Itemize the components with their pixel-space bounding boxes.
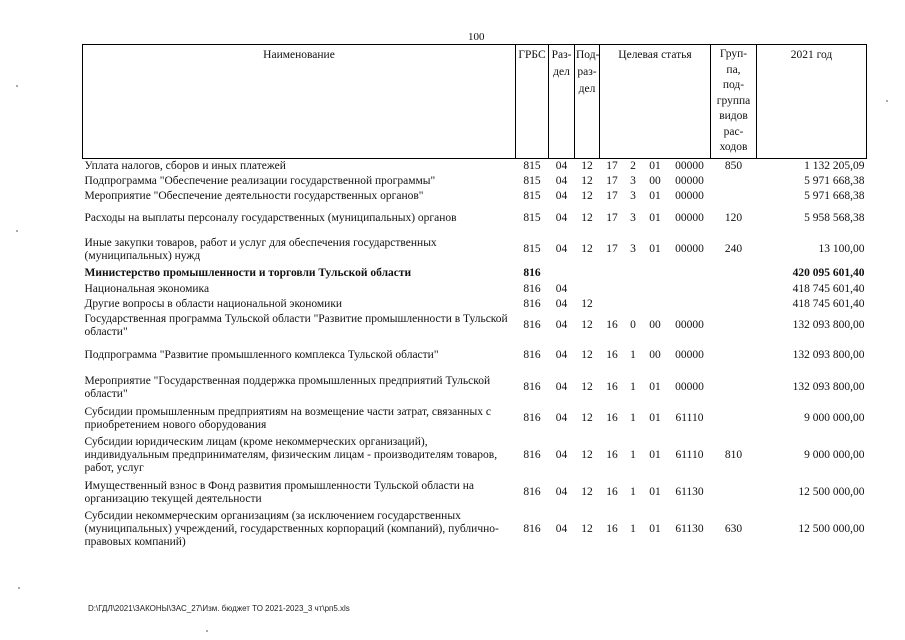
cell-target-program: 17: [606, 159, 618, 172]
cell-grbs: 815: [523, 174, 541, 187]
cell-amount: 132 093 800,00: [792, 319, 865, 331]
cell-target-event: 01: [649, 243, 661, 255]
cell-expense-group: [711, 478, 757, 508]
cell-target-direction: 61130: [675, 486, 704, 498]
cell-name: Субсидии промышленным предприятиям на возмещение части затрат, связанных с приобретением нового оборудования: [84, 405, 491, 431]
cell-target-program: 17: [606, 212, 618, 224]
cell-podrazdel: 12: [581, 523, 593, 535]
scan-mark: [206, 630, 208, 632]
cell-podrazdel: 12: [581, 189, 593, 202]
cell-target-event: 01: [649, 486, 661, 498]
cell-target-subprogram: [625, 266, 642, 282]
cell-name: Национальная экономика: [84, 282, 210, 295]
cell-target-event: [642, 297, 669, 312]
cell-target-program: 16: [606, 486, 618, 498]
cell-name: Мероприятие "Обеспечение деятельности государственных органов": [84, 189, 424, 202]
header-name: Наименование: [83, 45, 516, 159]
table-row: [83, 404, 867, 434]
cell-target-subprogram: 1: [630, 412, 636, 424]
cell-target-event: [642, 282, 669, 297]
cell-razdel: 04: [555, 381, 568, 393]
cell-expense-group: [711, 297, 757, 312]
cell-razdel: 04: [555, 297, 568, 310]
cell-razdel: [549, 266, 575, 282]
cell-name: Подпрограмма "Обеспечение реализации государственной программы": [84, 174, 436, 187]
cell-amount: 13 100,00: [818, 243, 865, 255]
cell-grbs: 815: [523, 189, 541, 202]
cell-expense-group: 240: [724, 243, 743, 255]
cell-target-program: 16: [606, 449, 618, 461]
cell-target-event: 01: [649, 449, 661, 461]
cell-grbs: 816: [523, 486, 541, 498]
table-row: [83, 282, 867, 297]
cell-name: Другие вопросы в области национальной экономики: [84, 297, 343, 310]
table-row: [83, 204, 867, 234]
cell-target-program: 17: [606, 189, 618, 202]
cell-target-direction: 00000: [675, 212, 704, 224]
cell-amount: 420 095 601,40: [792, 267, 865, 279]
cell-target-direction: 00000: [675, 174, 704, 187]
cell-podrazdel: 12: [581, 319, 593, 331]
cell-name: Государственная программа Тульской области "Развитие промышленности в Тульской области": [84, 312, 508, 338]
cell-target-event: 01: [649, 189, 661, 202]
table-row: [83, 297, 867, 312]
cell-expense-group: [711, 312, 757, 340]
cell-name: Субсидии некоммерческим организациям (за исключением государственных (муниципальных) учреждений, государственных корпораций (компаний), публично-правовых компаний): [84, 510, 499, 548]
cell-target-direction: 00000: [675, 159, 704, 172]
table-header-row: [83, 45, 867, 159]
cell-podrazdel: 12: [581, 381, 593, 393]
cell-target-program: 16: [606, 319, 618, 331]
cell-target-event: 00: [649, 174, 661, 187]
cell-target-direction: [669, 297, 711, 312]
cell-expense-group: [711, 189, 757, 204]
cell-target-event: 01: [649, 412, 661, 424]
scan-mark: [886, 100, 888, 102]
cell-razdel: 04: [555, 449, 568, 461]
cell-expense-group: [711, 174, 757, 189]
cell-name: Уплата налогов, сборов и иных платежей: [84, 159, 286, 172]
cell-name: Мероприятие "Государственная поддержка промышленных предприятий Тульской области": [84, 374, 491, 400]
cell-razdel: 04: [555, 159, 568, 172]
table-row: [83, 189, 867, 204]
cell-grbs: 815: [523, 159, 541, 172]
cell-grbs: 816: [523, 282, 541, 295]
cell-amount: 418 745 601,40: [792, 282, 865, 295]
header-podrazdel: Под- раз- дел: [575, 45, 600, 159]
cell-podrazdel: 12: [581, 297, 593, 310]
cell-target-program: 16: [606, 523, 618, 535]
cell-target-direction: [669, 282, 711, 297]
cell-target-direction: 00000: [675, 243, 704, 255]
table-row: [83, 174, 867, 189]
cell-grbs: 815: [523, 243, 541, 255]
cell-razdel: 04: [555, 349, 568, 361]
table-body: [83, 159, 867, 552]
cell-podrazdel: 12: [581, 243, 593, 255]
cell-expense-group: 850: [724, 159, 743, 172]
cell-expense-group: 810: [724, 449, 743, 461]
cell-podrazdel: 12: [581, 412, 593, 424]
header-target-article: Целевая статья: [600, 45, 711, 159]
cell-amount: 132 093 800,00: [792, 349, 865, 361]
cell-podrazdel: 12: [581, 159, 593, 172]
cell-grbs: 816: [523, 449, 541, 461]
cell-target-subprogram: 2: [630, 159, 636, 172]
cell-target-event: 00: [649, 319, 661, 331]
cell-podrazdel: 12: [581, 486, 593, 498]
table-row: [83, 372, 867, 404]
scan-mark: [16, 230, 18, 232]
cell-target-direction: 61110: [675, 449, 704, 461]
cell-target-direction: 00000: [675, 319, 704, 331]
cell-target-program: 16: [606, 381, 618, 393]
cell-grbs: 816: [523, 267, 541, 279]
header-razdel: Раз- дел: [549, 45, 575, 159]
cell-name: Министерство промышленности и торговли Тульской области: [84, 267, 412, 279]
page-number: 100: [468, 31, 485, 43]
cell-target-subprogram: 1: [630, 486, 636, 498]
cell-target-event: 01: [649, 159, 661, 172]
cell-target-subprogram: 3: [630, 212, 636, 224]
cell-target-direction: 00000: [675, 189, 704, 202]
cell-target-subprogram: [625, 282, 642, 297]
cell-expense-group: 120: [724, 212, 743, 224]
cell-razdel: 04: [555, 189, 568, 202]
table-row: [83, 159, 867, 174]
table-row: [83, 312, 867, 340]
cell-podrazdel: [575, 266, 600, 282]
cell-expense-group: [711, 340, 757, 372]
cell-razdel: 04: [555, 412, 568, 424]
cell-target-direction: 00000: [675, 381, 704, 393]
cell-target-event: 00: [649, 349, 661, 361]
cell-grbs: 816: [523, 412, 541, 424]
cell-target-program: 16: [606, 349, 618, 361]
scan-mark: [16, 85, 18, 87]
cell-expense-group: [711, 282, 757, 297]
cell-target-program: 17: [606, 243, 618, 255]
cell-grbs: 816: [523, 349, 541, 361]
cell-podrazdel: 12: [581, 349, 593, 361]
cell-amount: 5 971 668,38: [804, 189, 865, 202]
cell-target-event: 01: [649, 381, 661, 393]
cell-expense-group: [711, 372, 757, 404]
cell-target-subprogram: 3: [630, 189, 636, 202]
cell-name: Субсидии юридическим лицам (кроме некоммерческих организаций), индивидуальным предпринимателям, физическим лицам - производителям товаров, работ, услуг: [84, 436, 498, 474]
cell-target-program: [600, 266, 625, 282]
cell-expense-group: [711, 266, 757, 282]
cell-amount: 9 000 000,00: [804, 412, 865, 424]
cell-target-direction: 61110: [675, 412, 704, 424]
cell-target-event: 01: [649, 523, 661, 535]
header-expense-group: Груп- па, под- группа видов рас- ходов: [711, 45, 757, 159]
cell-grbs: 816: [523, 319, 541, 331]
cell-amount: 1 132 205,09: [804, 159, 865, 172]
cell-razdel: 04: [555, 319, 568, 331]
cell-expense-group: [711, 404, 757, 434]
cell-amount: 9 000 000,00: [804, 449, 865, 461]
cell-amount: 5 958 568,38: [804, 212, 865, 224]
cell-podrazdel: 12: [581, 212, 593, 224]
cell-razdel: 04: [555, 486, 568, 498]
cell-target-direction: 00000: [675, 349, 704, 361]
budget-table: [82, 44, 867, 552]
table-row: [83, 508, 867, 552]
cell-target-event: [642, 266, 669, 282]
cell-grbs: 816: [523, 523, 541, 535]
cell-podrazdel: 12: [581, 174, 593, 187]
cell-amount: 418 745 601,40: [792, 297, 865, 310]
cell-grbs: 816: [523, 297, 541, 310]
cell-podrazdel: [575, 282, 600, 297]
cell-razdel: 04: [555, 282, 568, 295]
scan-mark: [18, 587, 20, 589]
cell-name: Расходы на выплаты персоналу государственных (муниципальных) органов: [84, 212, 457, 224]
cell-target-subprogram: 1: [630, 349, 636, 361]
cell-target-direction: [669, 266, 711, 282]
cell-expense-group: 630: [724, 523, 743, 535]
cell-podrazdel: 12: [581, 449, 593, 461]
table-row: [83, 478, 867, 508]
cell-amount: 12 500 000,00: [798, 523, 865, 535]
table-row: [83, 266, 867, 282]
cell-amount: 12 500 000,00: [798, 486, 865, 498]
cell-target-direction: 61130: [675, 523, 704, 535]
cell-name: Иные закупки товаров, работ и услуг для обеспечения государственных (муниципальных) нужд: [84, 236, 437, 262]
cell-target-subprogram: 1: [630, 381, 636, 393]
cell-grbs: 816: [523, 381, 541, 393]
footer-file-path: D:\ГДЛ\2021\ЗАКОНЫ\ЗАС_27\Изм. бюджет ТО 2021-2023_3 чт\рп5.xls: [88, 604, 350, 613]
cell-razdel: 04: [555, 174, 568, 187]
cell-razdel: 04: [555, 212, 568, 224]
cell-amount: 5 971 668,38: [804, 174, 865, 187]
cell-target-subprogram: 3: [630, 243, 636, 255]
cell-amount: 132 093 800,00: [792, 381, 865, 393]
cell-target-program: [600, 297, 625, 312]
cell-target-program: [600, 282, 625, 297]
cell-razdel: 04: [555, 523, 568, 535]
cell-target-subprogram: 3: [630, 174, 636, 187]
table-row: [83, 234, 867, 266]
header-year: 2021 год: [757, 45, 867, 159]
table-row: [83, 434, 867, 478]
cell-target-event: 01: [649, 212, 661, 224]
header-grbs: ГРБС: [516, 45, 549, 159]
table-row: [83, 340, 867, 372]
cell-target-program: 17: [606, 174, 618, 187]
cell-target-program: 16: [606, 412, 618, 424]
cell-target-subprogram: 1: [630, 449, 636, 461]
cell-target-subprogram: 1: [630, 523, 636, 535]
cell-name: Подпрограмма "Развитие промышленного комплекса Тульской области": [84, 349, 439, 361]
cell-target-subprogram: 0: [630, 319, 636, 331]
cell-grbs: 815: [523, 212, 541, 224]
cell-razdel: 04: [555, 243, 568, 255]
cell-target-subprogram: [625, 297, 642, 312]
cell-name: Имущественный взнос в Фонд развития промышленности Тульской области на организацию текущей деятельности: [84, 479, 475, 505]
